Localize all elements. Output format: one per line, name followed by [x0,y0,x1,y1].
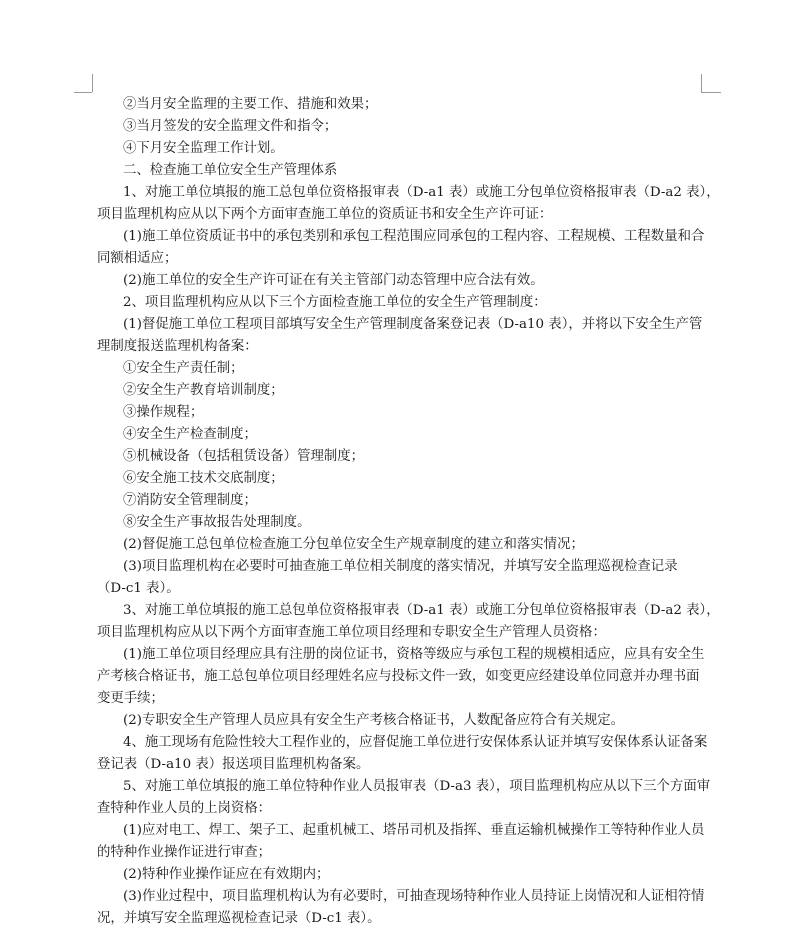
text-line: ②当月安全监理的主要工作、措施和效果； [123,97,378,112]
text-line: ⑤机械设备（包括租赁设备）管理制度； [123,449,365,464]
text-line: ②安全生产教育培训制度； [123,383,284,398]
text-line: 1、对施工单位填报的施工总包单位资格报审表（D-a1 表）或施工分包单位资格报审表（D-a2 表）， [123,185,720,200]
text-line: 登记表（D-a10 表）报送项目监理机构备案。 [97,757,370,772]
text-line: 二、检查施工单位安全生产管理体系 [123,163,338,178]
text-line: (3)项目监理机构在必要时可抽查施工单位相关制度的落实情况，并填写安全监理巡视检查记录 [123,559,678,574]
text-line: 3、对施工单位填报的施工总包单位资格报审表（D-a1 表）或施工分包单位资格报审表（D-a2 表）， [123,603,720,618]
text-line: (2)特种作业操作证应在有效期内； [123,867,330,882]
left-margin-mark-vertical [92,74,93,92]
text-line: ⑧安全生产事故报告处理制度。 [123,515,311,530]
text-line: 理制度报送监理机构备案： [97,339,258,354]
text-line: 4、施工现场有危险性较大工程作业的，应督促施工单位进行安保体系认证并填写安保体系认证备案 [123,735,708,750]
text-line: ④安全生产检查制度； [123,427,257,442]
text-line: 项目监理机构应从以下两个方面审查施工单位的资质证书和安全生产许可证： [97,207,553,222]
text-line: (1)施工单位项目经理应具有注册的岗位证书，资格等级应与承包工程的规模相适应，应具有安全生 [123,647,705,662]
document-body [97,94,720,930]
text-line: (1)督促施工单位工程项目部填写安全生产管理制度备案登记表（D-a10 表），并将以下安全生产管 [123,317,703,332]
text-line: ③操作规程； [123,405,204,420]
right-margin-mark-vertical [701,74,702,92]
text-line: (1)施工单位资质证书中的承包类别和承包工程范围应同承包的工程内容、工程规模、工程数量和合 [123,229,705,244]
text-line: ③当月签发的安全监理文件和指令； [123,119,338,134]
text-line: 5、对施工单位填报的施工单位特种作业人员报审表（D-a3 表），项目监理机构应从以下三个方面审 [123,779,711,794]
text-line: (2)督促施工总包单位检查施工分包单位安全生产规章制度的建立和落实情况； [123,537,584,552]
text-line: ⑥安全施工技术交底制度； [123,471,284,486]
left-margin-mark-horizontal [74,92,92,93]
text-line: ⑦消防安全管理制度； [123,493,257,508]
text-line: 产考核合格证书，施工总包单位项目经理姓名应与投标文件一致，如变更应经建设单位同意并办理书面 [97,669,700,684]
text-line: ①安全生产责任制； [123,361,244,376]
text-line: 项目监理机构应从以下两个方面审查施工单位项目经理和专职安全生产管理人员资格： [97,625,606,640]
text-line: （D-c1 表）。 [97,581,180,596]
text-line: 查特种作业人员的上岗资格： [97,801,272,816]
text-line: 况，并填写安全监理巡视检查记录（D-c1 表）。 [97,911,381,926]
text-line: 2、项目监理机构应从以下三个方面检查施工单位的安全生产管理制度： [123,295,547,310]
text-line: 同额相适应； [97,251,178,266]
text-line: (2)专职安全生产管理人员应具有安全生产考核合格证书，人数配备应符合有关规定。 [123,713,625,728]
text-line: ④下月安全监理工作计划。 [123,141,284,156]
text-line: (1)应对电工、焊工、架子工、起重机械工、塔吊司机及指挥、垂直运输机械操作工等特种作业人员 [123,823,705,838]
text-line: 变更手续； [97,691,164,706]
text-line: 的特种作业操作证进行审查； [97,845,272,860]
text-line: (2)施工单位的安全生产许可证在有关主管部门动态管理中应合法有效。 [123,273,544,288]
text-line: (3)作业过程中，项目监理机构认为有必要时，可抽查现场特种作业人员持证上岗情况和人证相符情 [123,889,705,904]
right-margin-mark-horizontal [701,92,721,93]
